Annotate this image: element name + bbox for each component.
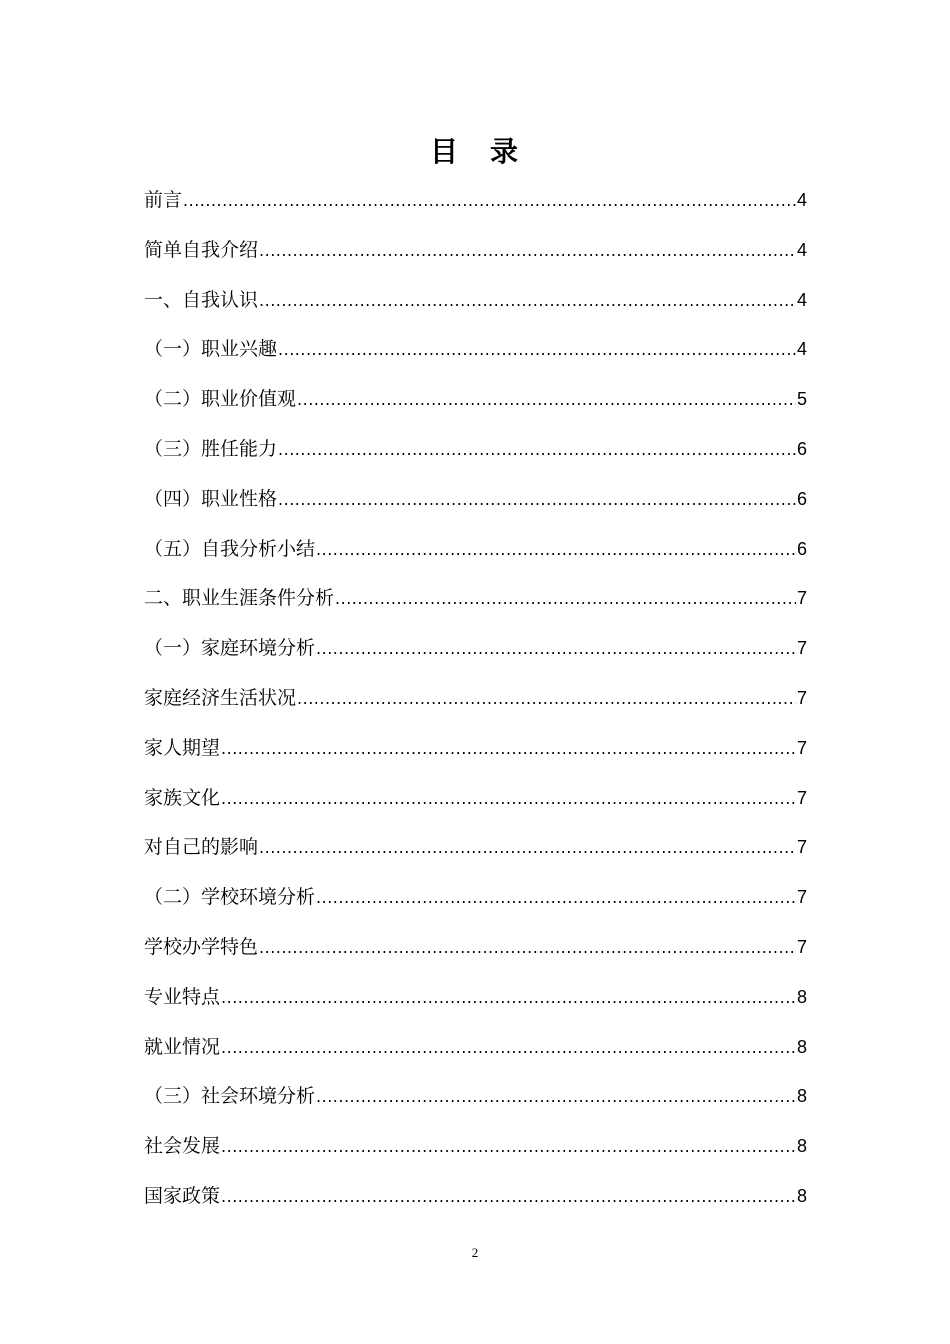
toc-entry-text: （一）家庭环境分析: [144, 637, 316, 660]
toc-entry[interactable]: [144, 377, 807, 427]
toc-entry[interactable]: [144, 228, 807, 278]
toc-entry-page: 4: [796, 339, 807, 360]
toc-dot-leader: [278, 427, 796, 472]
toc-entry-page: 4: [796, 289, 807, 310]
toc-entry[interactable]: [144, 477, 807, 527]
toc-dot-leader: [221, 975, 796, 1020]
toc-entry-text: 二、职业生涯条件分析: [144, 587, 335, 610]
toc-entry-page: 8: [796, 1086, 807, 1107]
toc-entry-text: （三）胜任能力: [144, 437, 278, 460]
toc-entry-page: 4: [796, 239, 807, 260]
toc-dot-leader: [278, 327, 796, 372]
toc-entry-text: 学校办学特色: [144, 935, 259, 958]
toc-entry[interactable]: [144, 427, 807, 477]
toc-entry[interactable]: [144, 1124, 807, 1174]
toc-dot-leader: [259, 925, 796, 970]
toc-entry-page: 6: [796, 488, 807, 509]
toc-entry-page: 5: [796, 389, 807, 410]
toc-entry[interactable]: [144, 178, 807, 228]
toc-entry-page: 7: [796, 737, 807, 758]
toc-title: 目 录: [429, 135, 520, 168]
footer-page-number: 2: [471, 1245, 479, 1260]
toc-entry[interactable]: [144, 278, 807, 328]
toc-entry-page: 7: [796, 687, 807, 708]
toc-entry[interactable]: [144, 676, 807, 726]
toc-list: [144, 178, 807, 1224]
toc-entry-text: （四）职业性格: [144, 487, 278, 510]
toc-dot-leader: [297, 676, 796, 721]
toc-entry-text: 前言: [144, 189, 183, 211]
toc-entry[interactable]: [144, 527, 807, 577]
toc-entry[interactable]: [144, 925, 807, 975]
toc-entry[interactable]: [144, 1074, 807, 1124]
toc-entry-text: 家族文化: [144, 786, 221, 809]
toc-dot-leader: [316, 875, 796, 920]
toc-dot-leader: [221, 776, 796, 821]
toc-entry[interactable]: [144, 776, 807, 826]
toc-dot-leader: [278, 477, 796, 522]
toc-entry[interactable]: [144, 726, 807, 776]
toc-entry[interactable]: [144, 576, 807, 626]
toc-entry-page: 7: [796, 787, 807, 808]
toc-entry-page: 7: [796, 588, 807, 609]
toc-entry[interactable]: [144, 327, 807, 377]
toc-entry-text: （二）学校环境分析: [144, 886, 316, 909]
toc-dot-leader: [297, 377, 796, 422]
toc-entry[interactable]: [144, 626, 807, 676]
toc-entry-text: （二）职业价值观: [144, 388, 297, 411]
toc-entry-text: 一、自我认识: [144, 288, 259, 311]
toc-entry[interactable]: [144, 1025, 807, 1075]
toc-dot-leader: [259, 825, 796, 870]
toc-dot-leader: [183, 178, 796, 223]
toc-entry-text: 家人期望: [144, 736, 221, 759]
toc-dot-leader: [259, 278, 796, 323]
toc-entry-text: 就业情况: [144, 1035, 221, 1058]
toc-entry[interactable]: [144, 825, 807, 875]
toc-entry-text: 专业特点: [144, 985, 221, 1008]
toc-entry-page: 7: [796, 887, 807, 908]
toc-dot-leader: [316, 626, 796, 671]
toc-entry[interactable]: [144, 875, 807, 925]
toc-entry-text: 简单自我介绍: [144, 238, 259, 261]
toc-dot-leader: [316, 527, 796, 572]
toc-entry-page: 7: [796, 837, 807, 858]
toc-entry-page: 7: [796, 638, 807, 659]
toc-dot-leader: [335, 576, 796, 621]
toc-entry-page: 8: [796, 1036, 807, 1057]
toc-entry-text: 国家政策: [144, 1184, 221, 1207]
toc-entry[interactable]: [144, 1174, 807, 1224]
toc-dot-leader: [221, 1174, 796, 1219]
toc-entry-text: （一）职业兴趣: [144, 338, 278, 361]
toc-entry-page: 7: [796, 936, 807, 957]
toc-dot-leader: [221, 726, 796, 771]
toc-entry-page: 8: [796, 986, 807, 1007]
toc-entry[interactable]: [144, 975, 807, 1025]
toc-entry-text: 家庭经济生活状况: [144, 686, 297, 709]
toc-dot-leader: [259, 228, 796, 273]
toc-entry-text: 对自己的影响: [144, 836, 259, 859]
toc-entry-page: 4: [796, 190, 807, 210]
toc-entry-page: 6: [796, 438, 807, 459]
toc-dot-leader: [221, 1124, 796, 1169]
toc-dot-leader: [316, 1074, 796, 1119]
toc-entry-page: 8: [796, 1136, 807, 1157]
toc-entry-text: （五）自我分析小结: [144, 537, 316, 560]
toc-entry-text: （三）社会环境分析: [144, 1085, 316, 1108]
toc-entry-page: 6: [796, 538, 807, 559]
toc-entry-text: 社会发展: [144, 1135, 221, 1158]
toc-entry-page: 8: [796, 1185, 807, 1206]
toc-dot-leader: [221, 1025, 796, 1070]
